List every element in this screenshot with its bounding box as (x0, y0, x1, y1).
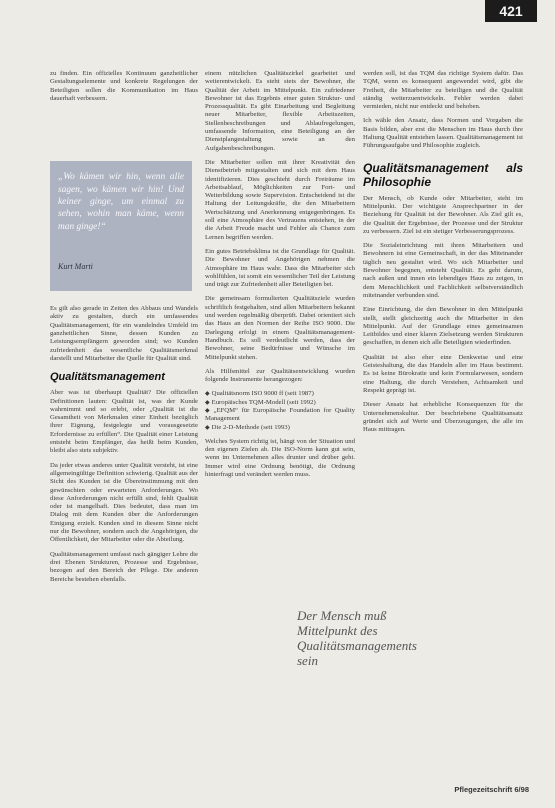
list-item-text: Europäisches TQM-Modell (seit 1992) (211, 398, 316, 406)
list-item-text: „EFQM“ für Europäische Foundation for Quality Management (205, 406, 355, 423)
paragraph: zu finden. Ein offizielles Kontinuum ganzheitlicher Gestaltungselemente und konkrete Regelungen der Beteiligten sollen die Kommunikation im Haus dauerhaft verbessern. (50, 70, 198, 102)
paragraph: Ein gutes Betriebsklima ist die Grundlage für Qualität. Die Bewohner und Angehörigen nehmen die Atmosphäre im Haus wahr. Dass die Mitarbeiter sich wohlfühlen, ist somit ein wesentlicher Teil der Leistung und trägt zur Zufriedenheit aller Beteiligten bei. (205, 247, 355, 289)
instrument-list (205, 390, 355, 431)
paragraph: Qualitätsmanagement umfasst nach gängiger Lehre die drei Ebenen Strukturen, Prozesse und Ergebnisse, bezogen auf den Bereich der Pflege. Die anderen Bereiche bestehen ebenfalls. (50, 550, 198, 583)
quote-text: „Wo kämen wir hin, wenn alle sagen, wo kämen wir hin! Und keiner ginge, um einmal zu sehen, wohin man käme, wenn man ginge!“ (58, 172, 184, 232)
list-item-text: Qualitätsnorm ISO 9000 ff (seit 1987) (211, 390, 314, 398)
paragraph: Aber was ist überhaupt Qualität? Die offiziellen Definitionen lauten: Qualität ist, was der Kunde wahrnimmt und so erlebt, oder „Qualität ist die Gesamtheit von Merkmalen einer Einheit bezüglich ihrer Eignung, festgelegte und vorausgesetzte Erfordernisse zu erfüllen“. Die Qualität einer Leistung entsteht beim Empfänger, das heißt beim Kunden, bleibt also stets subjektiv. (50, 389, 198, 455)
column-left (50, 70, 198, 768)
list-item-text: Die 2-D-Methode (seit 1993) (211, 423, 290, 431)
paragraph: Welches System richtig ist, hängt von der Situation und den eigenen Zielen ab. Die ISO-Norm kann gut sein, wenn im Unternehmen alles drunter und drüber geht. Immer wird eine Ordnung benötigt, die Ordnung hinterfragt und verändert werden muss. (205, 437, 355, 479)
paragraph: Es gilt also gerade in Zeiten des Abbaus und Wandels aktiv zu gestalten, durch ein umfassendes Qualitätsmanagement, für ein wandelndes Umfeld im ganzheitlichen Sinne, dessen Kunden zu Leistungsempfängern geworden sind; wo Kunden zufriedenheit das wesentliche Qualitätsmerkmal darstellt und Mitarbeiter die Quelle für Qualität sind. (50, 305, 198, 362)
paragraph: Eine Einrichtung, die den Bewohner in den Mittelpunkt stellt, stellt gleichzeitig auch die Mitarbeiter in den Mittelpunkt. Auf der Grundlage eines gemeinsamen Leitbildes und einer klaren Zielsetzung werden Strukturen geschaffen, in denen sich alle Beteiligten wiederfinden. (363, 306, 523, 347)
list-item (205, 424, 355, 432)
paragraph: Dieser Ansatz hat erhebliche Konsequenzen für die Unternehmenskultur. Der beschriebene Qualitätsansatz gründet sich auf Werte und Überzeugungen, die alle im Haus mittragen. (363, 401, 523, 434)
list-item (205, 407, 355, 424)
quote-author: Kurt Marti (58, 262, 93, 272)
section-heading: Qualitätsmanagement (50, 371, 165, 384)
list-item (205, 399, 355, 407)
paragraph: Die gemeinsam formulierten Qualitätsziele wurden schriftlich festgehalten, sind allen Mitarbeitern bekannt und werden regelmäßig überprüft. Dabei orientiert sich das Haus an den Normen der Reihe ISO 9000. Die Darlegung erfolgt in einem Qualitätsmanagement-Handbuch. Es soll verdeutlicht werden, dass der Bewohner, seine Bedürfnisse und Wünsche im Mittelpunkt stehen. (205, 295, 355, 361)
paragraph: Als Hilfsmittel zur Qualitätsentwicklung wurden folgende Instrumente herangezogen: (205, 367, 355, 384)
paragraph: Die Mitarbeiter sollen mit ihrer Kreativität den Dienstbetrieb mitgestalten und sich mit dem Haus identifizieren. Dies geschieht durch Freiräume im Arbeitsablauf, Möglichkeiten zur Fort- und Weiterbildung sowie Supervision. Entscheidend ist die Haltung der Leitungskräfte, die den Mitarbeitern Wertschätzung und Anerkennung entgegenbringen. Es soll eine Atmosphäre des Vertrauens entstehen, in der die Arbeit Freude macht und Fehler als Chance zum Lernen begriffen werden. (205, 158, 355, 241)
paragraph: Ich wähle den Ansatz, dass Normen und Vorgaben die Basis bilden, aber erst die Menschen im Haus durch ihre Haltung Qualität entstehen lassen. Qualitätsmanagement ist Führungsaufgabe und Philosophie zugleich. (363, 117, 523, 150)
paragraph: werden soll, ist das TQM das richtige System dafür. Das TQM, wenn es konsequent angewendet wird, gibt die Freiheit, die Mitarbeiter zu beteiligen und die Qualität ständig weiterzuentwickeln. Fehler werden dabei vermieden, nicht nur entdeckt und behoben. (363, 70, 523, 111)
paragraph: Qualität ist also eher eine Denkweise und eine Geisteshaltung, die das Handeln aller im Haus bestimmt. Es ist keine Bürokratie und kein Formularwesen, sondern eine Haltung, die durch Verstehen, Achtsamkeit und Respekt geprägt ist. (363, 353, 523, 394)
journal-footer: Pflegezeitschrift 6/98 (454, 785, 529, 794)
paragraph: Da jeder etwas anderes unter Qualität versteht, ist eine allgemeingültige Definition schwierig. Qualität aus der Sicht des Kunden ist die Übereinstimmung mit den gewünschten oder erwarteten Anforderungen. Wo diese Anforderungen nicht erfüllt sind, fehlt Qualität oder ist mangelhaft. Dies bedeutet, dass man im Dialog mit dem Kunden über die Anforderungen Einigung erzielt. Kunden sind in diesem Sinne nicht nur die Bewohner, sondern auch die Angehörigen, die Öffentlichkeit, der Mitarbeiter oder die Abteilung. (50, 461, 198, 544)
list-item (205, 390, 355, 398)
paragraph: Die Sozialeinrichtung mit ihren Mitarbeitern und Bewohnern ist eine Gemeinschaft, in der das Miteinander täglich neu gestaltet wird. Wo sich Mitarbeiter und Bewohner begegnen, entsteht Qualität. Es geht darum, nach außen und innen ein lebendiges Haus zu zeigen, in dem Menschlichkeit und Fachlichkeit selbstverständlich miteinander verbunden sind. (363, 242, 523, 299)
section-heading: Qualitätsmanagement als Philosophie (363, 160, 523, 189)
page-number: 421 (485, 0, 537, 22)
paragraph: Der Mensch, ob Kunde oder Mitarbeiter, steht im Mittelpunkt. Der wichtigste Ansprechpartner in der Beziehung für Qualität ist der Bewohner. Als Ziel gilt es, die Qualität der Ergebnisse, der Prozesse und der Struktur zu verbessern. Ziel ist ein stetiger Verbesserungsprozess. (363, 194, 523, 235)
paragraph: einem nützlichen Qualitätszirkel gearbeitet und weiterentwickelt. Es steht stets der Bewohner, die Qualität der Arbeit im Mittelpunkt. Ein zufriedener Bewohner ist das Ergebnis einer guten Struktur- und Prozessqualität. Es gibt Einarbeitung und Begleitung neuer Mitarbeiter, flexible Arbeitszeiten, Stellenbeschreibungen und Ablaufregelungen, umfassende Information, eine Beteiligung an der Dienstplangestaltung sowie an den Aufgabenbeschreibungen. (205, 70, 355, 152)
quote-box (50, 161, 192, 291)
pull-quote: Der Mensch muß Mittelpunkt des Qualitätsmanagements sein (293, 604, 429, 672)
